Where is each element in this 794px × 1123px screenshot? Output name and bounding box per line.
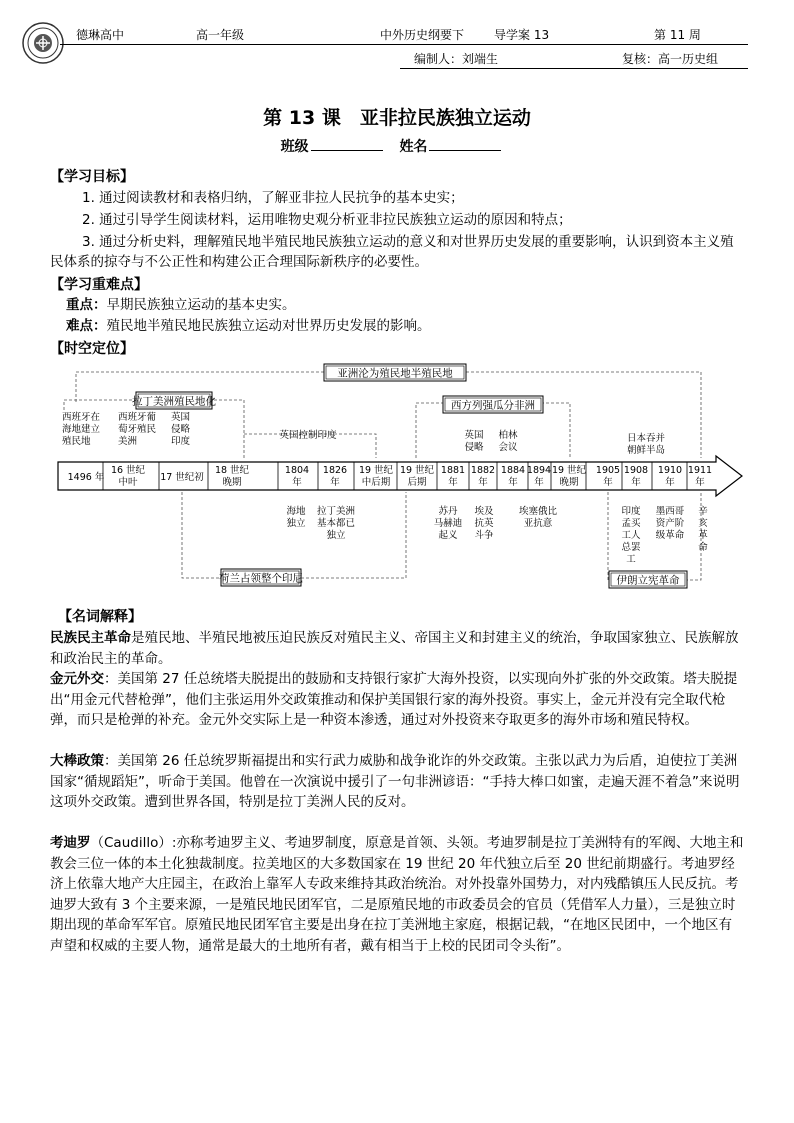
difficult-label: 难点： — [66, 318, 107, 334]
event-below: 独立 — [326, 530, 346, 541]
term-dollar-diplomacy — [50, 669, 744, 731]
tick-label: 19 世纪 — [551, 465, 587, 476]
tick-label: 中后期 — [361, 477, 391, 488]
grade-label: 高一年级 — [196, 28, 245, 42]
goal-item-2: 2. 通过引导学生阅读材料，运用唯物史观分析亚非拉民族独立运动的原因和特点； — [82, 212, 572, 228]
event-below: 基本都已 — [316, 518, 356, 529]
event-below: 亥 — [698, 518, 708, 529]
key-text: 早期民族独立运动的基本史实。 — [106, 297, 296, 313]
tick-label: 1911 — [687, 465, 713, 476]
event-above: 萄牙殖民 — [118, 424, 157, 435]
event-below: 革 — [698, 530, 708, 541]
editor-label: 编制人：刘端生 — [414, 52, 499, 66]
reviewer-label: 复核：高一历史组 — [622, 52, 719, 66]
header-rule-2 — [400, 68, 748, 69]
tick-label: 17 世纪初 — [160, 472, 204, 483]
tick-label: 1908 — [623, 465, 649, 476]
focus-heading: 【学习重难点】 — [50, 277, 148, 293]
header-rule — [60, 44, 748, 45]
event-above: 柏林 — [498, 430, 518, 441]
event-below: 海地 — [286, 506, 306, 517]
school-logo — [22, 22, 64, 64]
event-above: 印度 — [171, 436, 191, 447]
term-text: ：美国第 26 任总统罗斯福提出和实行武力威胁和战争讹诈的外交政策。主张以武力为后盾，迫使拉丁美洲国家“循规蹈矩”，听命于美国。他曾在一次演说中援引了一句非洲谚语：“手持大棒口如蜜，走遍天涯不着急”来说明这项外交政策。遭到世界各国，特别是拉丁美洲人民的反对。 — [50, 753, 740, 810]
event-below: 级革命 — [655, 530, 685, 541]
goal-item-3: 3. 通过分析史料，理解殖民地半殖民地民族独立运动的意义和对世界历史发展的重要影响，认识到资本主义殖民体系的掠夺与不公正性和构建公正合理国际新秩序的必要性。 — [50, 234, 734, 270]
event-below: 印度 — [621, 506, 641, 517]
event-below: 埃及 — [474, 506, 494, 517]
event-below: 辛 — [698, 506, 708, 517]
event-below: 起义 — [438, 530, 458, 541]
term-text: 是殖民地、半殖民地被压迫民族反对殖民主义、帝国主义和封建主义的统治，争取国家独立、民族解放和政治民主的革命。 — [50, 630, 739, 667]
event-above: 殖民地 — [62, 436, 91, 447]
name-blank[interactable] — [429, 138, 501, 151]
tick-label: 年 — [665, 477, 675, 488]
tick-label: 年 — [448, 477, 458, 488]
tick-label: 1826 — [322, 465, 348, 476]
terms-heading: 【名词解释】 — [58, 609, 142, 625]
event-above: 西班牙葡 — [118, 412, 157, 423]
tick-label: 年 — [631, 477, 641, 488]
tick-label: 年 — [695, 477, 705, 488]
class-name-line — [0, 136, 794, 156]
event-below: 拉丁美洲 — [316, 506, 356, 517]
event-below: 亚抗意 — [523, 518, 553, 529]
event-above: 日本吞并 — [626, 433, 666, 444]
dutch-indonesia-box: 荷兰占领整个印尼 — [219, 572, 303, 585]
tick-label: 16 世纪 — [110, 465, 146, 476]
tick-label: 年 — [478, 477, 488, 488]
timeline-diagram — [56, 362, 746, 594]
tick-label: 1881 — [440, 465, 466, 476]
event-above: 英国 — [464, 430, 484, 441]
guide-number: 导学案 13 — [494, 28, 550, 42]
tick-label: 19 世纪 — [358, 465, 394, 476]
tick-label: 年 — [508, 477, 518, 488]
week-label: 第 11 周 — [654, 28, 701, 42]
event-below: 命 — [698, 542, 708, 553]
page-title: 第 13 课 亚非拉民族独立运动 — [263, 107, 531, 129]
timeline-heading: 【时空定位】 — [50, 341, 134, 357]
tick-label: 晚期 — [222, 477, 242, 488]
tick-label: 1804 — [284, 465, 310, 476]
name-label: 姓名 — [399, 139, 428, 155]
event-above: 英国 — [171, 412, 191, 423]
term-text: ：美国第 27 任总统塔夫脱提出的鼓励和支持银行家扩大海外投资，以实现向外扩张的外交政策。塔夫脱提出“用金元代替枪弹”，他们主张运用外交政策推动和保护美国银行家的海外投资。事实上，金元并没有完全取代枪弹，而只是枪弹的补充。金元外交实际上是一种资本渗透，通过对外投资来夺取更多的海外市场和殖民特权。 — [50, 671, 738, 728]
term-big-stick — [50, 751, 744, 813]
tick-label: 1894 — [526, 465, 552, 476]
term-caudillo — [50, 833, 744, 956]
event-below: 墨西哥 — [655, 506, 685, 517]
event-above: 会议 — [498, 442, 518, 453]
tick-label: 1882 — [470, 465, 496, 476]
event-below: 孟买 — [621, 518, 641, 529]
event-below: 抗英 — [474, 518, 494, 529]
britain-india-label: 英国控制印度 — [279, 430, 337, 441]
africa-partition-box: 西方列强瓜分非洲 — [451, 399, 535, 412]
tick-label: 18 世纪 — [214, 465, 250, 476]
term-label: 民族民主革命 — [50, 630, 131, 646]
event-above: 西班牙在 — [62, 412, 101, 423]
goal-item-1: 1. 通过阅读教材和表格归纳，了解亚非拉人民抗争的基本史实； — [82, 190, 464, 206]
event-below: 马赫迪 — [433, 518, 463, 529]
event-above: 海地建立 — [62, 424, 101, 435]
school-name: 德琳高中 — [76, 28, 125, 42]
asia-colonized-box: 亚洲沦为殖民地半殖民地 — [337, 367, 453, 380]
event-below: 埃塞俄比 — [518, 506, 558, 517]
class-label: 班级 — [280, 139, 309, 155]
term-text: （Caudillo）:亦称考迪罗主义、考迪罗制度，原意是首领、头领。考迪罗制是拉丁美洲特有的军阀、大地主和教会三位一体的本土化独裁制度。拉美地区的大多数国家在 19 世纪 20 年代独立后至 20 世纪前期盛行。考迪罗经济上依靠大地产大庄园主，在政治上靠军人专政来维持其政治统治。对外投靠外国势力，对内残酷镇压人民反抗。考迪罗大致有 3 个主要来源，一是殖民地民团军官，二是原殖民地的市政委员会的官员（凭借军人力量），三是独立时期出现的革命军军官。原殖民地民团军官主要是出身在拉丁美洲地主家庭，根据记载，“在地区民团中，一个地区有声望和权威的主要人物，通常是最大的土地所有者，戴有相当于上校的民团司令头衔”。 — [50, 835, 744, 954]
indonesia-bracket — [182, 492, 406, 578]
tick-label: 晚期 — [559, 477, 579, 488]
tick-label: 年 — [292, 477, 302, 488]
latin-colonization-box: 拉丁美洲殖民地化 — [132, 395, 216, 408]
event-above: 侵略 — [171, 424, 191, 435]
tick-label: 1496 年 — [67, 472, 105, 483]
event-below: 工人 — [621, 530, 641, 541]
difficult-text: 殖民地半殖民地民族独立运动对世界历史发展的影响。 — [106, 318, 431, 334]
iran-revolution-box: 伊朗立宪革命 — [616, 574, 680, 587]
tick-label: 后期 — [407, 477, 427, 488]
event-below: 苏丹 — [438, 506, 458, 517]
tick-label: 1905 — [595, 465, 621, 476]
term-national-revolution — [50, 628, 744, 669]
key-point — [66, 295, 744, 315]
tick-label: 19 世纪 — [399, 465, 435, 476]
event-above: 朝鲜半岛 — [626, 445, 666, 456]
tick-label: 1910 — [657, 465, 683, 476]
key-label: 重点： — [66, 297, 107, 313]
event-below: 工 — [626, 554, 636, 565]
event-above: 侵略 — [464, 442, 484, 453]
difficult-point — [66, 316, 744, 336]
event-below: 斗争 — [474, 530, 494, 541]
event-below: 总罢 — [621, 542, 641, 553]
term-label: 金元外交 — [50, 671, 104, 687]
event-below: 独立 — [286, 518, 306, 529]
tick-label: 年 — [603, 477, 613, 488]
course-name: 中外历史纲要下 — [380, 28, 465, 42]
tick-label: 年 — [330, 477, 340, 488]
class-blank[interactable] — [311, 138, 383, 151]
tick-label: 1884 — [500, 465, 526, 476]
tick-label: 中叶 — [118, 477, 138, 488]
tick-label: 年 — [534, 477, 544, 488]
term-label: 大棒政策 — [50, 753, 104, 769]
goals-heading: 【学习目标】 — [50, 169, 134, 185]
asia-bracket — [76, 372, 701, 458]
term-label: 考迪罗 — [50, 835, 91, 851]
event-above: 美洲 — [118, 436, 138, 447]
event-below: 资产阶 — [655, 518, 685, 529]
